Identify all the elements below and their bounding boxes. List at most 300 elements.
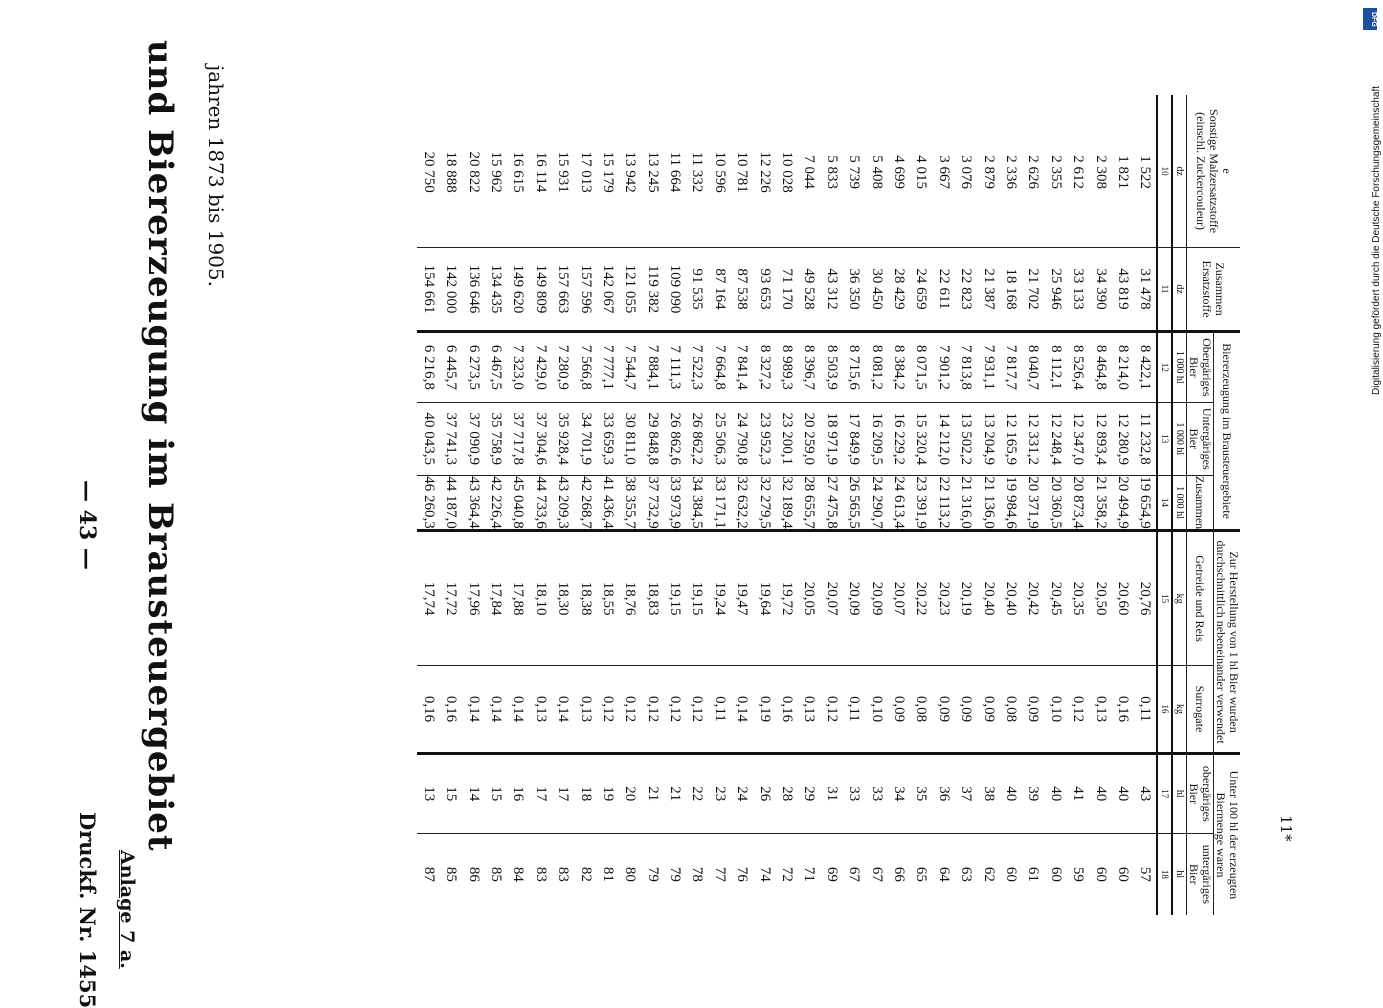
annex-label: Anlage 7 a. bbox=[116, 850, 138, 969]
table-cell-col15: 19,72 bbox=[775, 531, 797, 666]
table-cell-col17: 33 bbox=[843, 753, 865, 833]
table-cell-col12: 8 384,2 bbox=[887, 331, 909, 402]
table-cell-col15: 19,15 bbox=[663, 531, 685, 666]
table-cell-col18: 60 bbox=[1044, 833, 1066, 915]
table-row bbox=[910, 95, 932, 915]
colnum-16: 16 bbox=[1157, 665, 1172, 753]
table-cell-col10: 1 821 bbox=[1114, 155, 1131, 189]
table-cell-col11: 49 528 bbox=[798, 248, 820, 332]
table-cell-col17: 19 bbox=[596, 753, 618, 833]
unit-16: kg bbox=[1172, 665, 1187, 753]
table-cell-col15: 19,24 bbox=[708, 531, 730, 666]
statistics-table bbox=[417, 95, 1240, 915]
table-row bbox=[775, 95, 797, 915]
table-cell-col12: 8 396,7 bbox=[798, 331, 820, 402]
table-cell-col17: 16 bbox=[507, 753, 529, 833]
table-cell-col16: 0,12 bbox=[596, 665, 618, 753]
table-cell-col12: 8 081,2 bbox=[865, 331, 887, 402]
table-cell-col14: 21 358,2 bbox=[1089, 475, 1111, 530]
table-cell-col10: 1 522 bbox=[1137, 155, 1154, 189]
table-row bbox=[663, 95, 685, 915]
table-cell-col11: 18 168 bbox=[999, 248, 1021, 332]
table-cell-col11: 21 387 bbox=[977, 248, 999, 332]
table-cell-col18: 83 bbox=[551, 833, 573, 915]
table-cell-col11: 142 000 bbox=[440, 248, 462, 332]
table-row bbox=[529, 95, 551, 915]
table-cell-col15: 18,76 bbox=[619, 531, 641, 666]
table-cell-col13: 12 331,2 bbox=[1022, 402, 1044, 475]
table-cell-col13: 16 209,5 bbox=[865, 402, 887, 475]
table-row bbox=[999, 95, 1021, 915]
table-cell-col16: 0,13 bbox=[529, 665, 551, 753]
table-cell-col16: 0,16 bbox=[440, 665, 462, 753]
table-cell-col15: 20,42 bbox=[1022, 531, 1044, 666]
table-cell-col14: 20 360,5 bbox=[1044, 475, 1066, 530]
table-cell-col15: 20,23 bbox=[932, 531, 954, 666]
table-cell-col17: 41 bbox=[1066, 753, 1088, 833]
table-cell-col16: 0,12 bbox=[641, 665, 663, 753]
table-cell-col17: 17 bbox=[551, 753, 573, 833]
table-cell-col12: 8 464,8 bbox=[1089, 331, 1111, 402]
table-cell-col11: 71 170 bbox=[775, 248, 797, 332]
credit-text: Digitalisierung gefördert durch die Deutsche Forschungsgemeinschaft bbox=[1371, 85, 1382, 395]
colnum-18: 18 bbox=[1157, 833, 1172, 915]
table-cell-col11: 22 611 bbox=[932, 248, 954, 332]
table-cell-col17: 21 bbox=[663, 753, 685, 833]
table-cell-col13: 35 758,9 bbox=[484, 402, 506, 475]
table-cell-col17: 33 bbox=[865, 753, 887, 833]
table-cell-col16: 0,14 bbox=[462, 665, 484, 753]
table-cell-col12: 6 445,7 bbox=[440, 331, 462, 402]
table-cell-col12: 8 071,5 bbox=[910, 331, 932, 402]
unit-10: dz bbox=[1172, 95, 1187, 248]
table-cell-col15: 17,88 bbox=[507, 531, 529, 666]
table-cell-col15: 19,47 bbox=[731, 531, 753, 666]
table-cell-col15: 17,96 bbox=[462, 531, 484, 666]
unit-17: hl bbox=[1172, 753, 1187, 833]
table-cell-col11: 28 429 bbox=[887, 248, 909, 332]
table-cell-col18: 87 bbox=[417, 833, 439, 915]
table-cell-col10: 5 408 bbox=[868, 155, 885, 189]
table-cell-col10: 20 750 bbox=[420, 151, 437, 193]
table-cell-col13: 37 090,9 bbox=[462, 402, 484, 475]
table-cell-col10: 10 596 bbox=[711, 151, 728, 193]
table-cell-col11: 33 133 bbox=[1066, 248, 1088, 332]
table-row bbox=[641, 95, 663, 915]
table-cell-col16: 0,10 bbox=[865, 665, 887, 753]
table-row bbox=[932, 95, 954, 915]
table-cell-col15: 18,10 bbox=[529, 531, 551, 666]
table-cell-col15: 17,74 bbox=[417, 531, 439, 666]
table-cell-col17: 35 bbox=[910, 753, 932, 833]
table-cell-col18: 61 bbox=[1022, 833, 1044, 915]
table-row bbox=[753, 95, 775, 915]
table-cell-col16: 0,14 bbox=[731, 665, 753, 753]
table-row bbox=[798, 95, 820, 915]
table-cell-col12: 8 422,1 bbox=[1134, 331, 1157, 402]
group-header-herstellung: Zur Herstellung von 1 hl Bier wurden durchschnittlich nebeneinander verwendet bbox=[1214, 531, 1241, 754]
col-header-17: obergäriges Bier bbox=[1187, 753, 1214, 833]
table-row bbox=[887, 95, 909, 915]
table-cell-col11: 31 478 bbox=[1134, 248, 1157, 332]
col-header-14: Zusammen bbox=[1187, 475, 1214, 530]
table-cell-col12: 7 280,9 bbox=[551, 331, 573, 402]
table-cell-col18: 65 bbox=[910, 833, 932, 915]
table-cell-col18: 79 bbox=[641, 833, 663, 915]
table-cell-col13: 33 659,3 bbox=[596, 402, 618, 475]
table-cell-col14: 21 136,0 bbox=[977, 475, 999, 530]
table-cell-col18: 62 bbox=[977, 833, 999, 915]
table-cell-col18: 85 bbox=[440, 833, 462, 915]
table-cell-col17: 40 bbox=[1111, 753, 1133, 833]
table-cell-col17: 24 bbox=[731, 753, 753, 833]
table-cell-col10: 5 739 bbox=[846, 155, 863, 189]
table-cell-col10: 15 931 bbox=[555, 151, 572, 193]
table-cell-col17: 23 bbox=[708, 753, 730, 833]
table-row bbox=[1066, 95, 1088, 915]
table-row bbox=[954, 95, 976, 915]
table-cell-col12: 8 715,6 bbox=[843, 331, 865, 402]
table-row bbox=[708, 95, 730, 915]
table-cell-col18: 79 bbox=[663, 833, 685, 915]
table-cell-col17: 34 bbox=[887, 753, 909, 833]
table-cell-col13: 25 506,3 bbox=[708, 402, 730, 475]
table-cell-col16: 0,14 bbox=[484, 665, 506, 753]
table-cell-col16: 0,11 bbox=[1134, 665, 1157, 753]
table-cell-col16: 0,13 bbox=[574, 665, 596, 753]
table-cell-col11: 149 620 bbox=[507, 248, 529, 332]
table-cell-col16: 0,09 bbox=[1022, 665, 1044, 753]
table-cell-col11: 87 538 bbox=[731, 248, 753, 332]
table-cell-col11: 149 809 bbox=[529, 248, 551, 332]
table-cell-col10: 2 879 bbox=[980, 155, 997, 189]
table-cell-col16: 0,11 bbox=[843, 665, 865, 753]
table-row bbox=[507, 95, 529, 915]
table-cell-col18: 69 bbox=[820, 833, 842, 915]
table-row bbox=[865, 95, 887, 915]
table-cell-col13: 17 849,9 bbox=[843, 402, 865, 475]
colnum-13: 13 bbox=[1157, 402, 1172, 475]
table-cell-col10: 2 612 bbox=[1070, 155, 1087, 189]
table-cell-col16: 0,16 bbox=[1111, 665, 1133, 753]
table-cell-col10: 13 942 bbox=[622, 151, 639, 193]
table-cell-col10: 17 013 bbox=[577, 151, 594, 193]
table-cell-col13: 16 229,2 bbox=[887, 402, 909, 475]
table-cell-col18: 77 bbox=[708, 833, 730, 915]
table-cell-col14: 21 316,0 bbox=[954, 475, 976, 530]
table-cell-col14: 44 733,6 bbox=[529, 475, 551, 530]
table-cell-col13: 12 893,4 bbox=[1089, 402, 1111, 475]
colnum-15: 15 bbox=[1157, 531, 1172, 666]
table-cell-col11: 121 055 bbox=[619, 248, 641, 332]
table-cell-col10: 2 355 bbox=[1047, 155, 1064, 189]
table-row bbox=[731, 95, 753, 915]
table-row bbox=[619, 95, 641, 915]
table-cell-col17: 17 bbox=[529, 753, 551, 833]
table-body bbox=[417, 95, 1157, 915]
table-cell-col11: 43 819 bbox=[1111, 248, 1133, 332]
table-cell-col13: 18 971,9 bbox=[820, 402, 842, 475]
table-cell-col13: 12 347,0 bbox=[1066, 402, 1088, 475]
table-cell-col17: 40 bbox=[1089, 753, 1111, 833]
table-cell-col17: 40 bbox=[1044, 753, 1066, 833]
table-cell-col14: 20 494,9 bbox=[1111, 475, 1133, 530]
table-cell-col17: 20 bbox=[619, 753, 641, 833]
table-cell-col16: 0,13 bbox=[798, 665, 820, 753]
table-cell-col14: 24 290,7 bbox=[865, 475, 887, 530]
table-cell-col12: 8 112,1 bbox=[1044, 331, 1066, 402]
table-cell-col13: 11 232,8 bbox=[1134, 402, 1157, 475]
table-cell-col16: 0,16 bbox=[775, 665, 797, 753]
table-cell-col18: 72 bbox=[775, 833, 797, 915]
table-cell-col11: 157 663 bbox=[551, 248, 573, 332]
col-header-12: Obergäriges Bier bbox=[1187, 331, 1214, 402]
table-row bbox=[1022, 95, 1044, 915]
table-cell-col10: 11 332 bbox=[689, 151, 706, 193]
table-cell-col15: 20,40 bbox=[999, 531, 1021, 666]
table-cell-col14: 26 565,5 bbox=[843, 475, 865, 530]
table-cell-col12: 7 777,1 bbox=[596, 331, 618, 402]
unit-11: dz bbox=[1172, 248, 1187, 332]
col-header-11: Zusammen Ersatzstoffe bbox=[1187, 248, 1241, 332]
table-cell-col15: 20,50 bbox=[1089, 531, 1111, 666]
table-cell-col14: 45 040,8 bbox=[507, 475, 529, 530]
table-cell-col15: 19,15 bbox=[686, 531, 708, 666]
table-cell-col17: 43 bbox=[1134, 753, 1157, 833]
table-cell-col13: 37 304,6 bbox=[529, 402, 551, 475]
table-cell-col13: 30 811,0 bbox=[619, 402, 641, 475]
table-cell-col12: 6 273,5 bbox=[462, 331, 484, 402]
table-cell-col18: 76 bbox=[731, 833, 753, 915]
table-cell-col13: 14 212,0 bbox=[932, 402, 954, 475]
table-cell-col11: 91 535 bbox=[686, 248, 708, 332]
table-cell-col13: 35 928,4 bbox=[551, 402, 573, 475]
table-cell-col14: 27 475,8 bbox=[820, 475, 842, 530]
table-cell-col15: 20,07 bbox=[887, 531, 909, 666]
col-header-10 bbox=[1187, 95, 1241, 248]
table-cell-col15: 19,64 bbox=[753, 531, 775, 666]
table-cell-col17: 28 bbox=[775, 753, 797, 833]
table-row bbox=[843, 95, 865, 915]
table-cell-col14: 32 279,5 bbox=[753, 475, 775, 530]
table-cell-col14: 22 113,2 bbox=[932, 475, 954, 530]
table-cell-col16: 0,12 bbox=[619, 665, 641, 753]
group-header-unter100: Unter 100 hl der erzeugten Biermenge waren bbox=[1214, 753, 1241, 915]
table-cell-col12: 8 526,4 bbox=[1066, 331, 1088, 402]
table-cell-col11: 142 067 bbox=[596, 248, 618, 332]
table-cell-col13: 24 790,8 bbox=[731, 402, 753, 475]
table-cell-col16: 0,08 bbox=[910, 665, 932, 753]
table-cell-col14: 32 632,2 bbox=[731, 475, 753, 530]
digitization-credit bbox=[1353, 10, 1382, 400]
table-cell-col16: 0,14 bbox=[551, 665, 573, 753]
table-row bbox=[417, 95, 439, 915]
table-cell-col14: 33 973,9 bbox=[663, 475, 685, 530]
table-cell-col11: 21 702 bbox=[1022, 248, 1044, 332]
table-cell-col14: 44 187,0 bbox=[440, 475, 462, 530]
table-cell-col15: 20,19 bbox=[954, 531, 976, 666]
table-cell-col15: 18,38 bbox=[574, 531, 596, 666]
table-cell-col10: 15 179 bbox=[599, 151, 616, 193]
table-cell-col11: 134 435 bbox=[484, 248, 506, 332]
table-cell-col10: 15 962 bbox=[487, 151, 504, 193]
table-cell-col11: 36 350 bbox=[843, 248, 865, 332]
table-cell-col10: 16 615 bbox=[510, 151, 527, 193]
colnum-11: 11 bbox=[1157, 248, 1172, 332]
table-cell-col10: 2 336 bbox=[1002, 155, 1019, 189]
table-cell-col16: 0,11 bbox=[708, 665, 730, 753]
table-cell-col18: 59 bbox=[1066, 833, 1088, 915]
table-cell-col16: 0,09 bbox=[954, 665, 976, 753]
table-cell-col11: 157 596 bbox=[574, 248, 596, 332]
table-cell-col18: 71 bbox=[798, 833, 820, 915]
table-cell-col10: 3 667 bbox=[935, 155, 952, 189]
table-cell-col18: 64 bbox=[932, 833, 954, 915]
table-cell-col12: 7 111,3 bbox=[663, 331, 685, 402]
table-cell-col13: 34 701,9 bbox=[574, 402, 596, 475]
table-row bbox=[574, 95, 596, 915]
colnum-10: 10 bbox=[1157, 95, 1172, 248]
table-cell-col14: 23 391,9 bbox=[910, 475, 932, 530]
table-cell-col13: 20 259,0 bbox=[798, 402, 820, 475]
table-cell-col18: 63 bbox=[954, 833, 976, 915]
table-cell-col16: 0,09 bbox=[932, 665, 954, 753]
table-cell-col17: 22 bbox=[686, 753, 708, 833]
table-cell-col17: 40 bbox=[999, 753, 1021, 833]
table-cell-col13: 37 741,3 bbox=[440, 402, 462, 475]
unit-15: kg bbox=[1172, 531, 1187, 666]
table-cell-col12: 7 817,7 bbox=[999, 331, 1021, 402]
table-cell-col16: 0,12 bbox=[663, 665, 685, 753]
table-cell-col10: 3 076 bbox=[958, 155, 975, 189]
col-header-13: Untergäriges Bier bbox=[1187, 402, 1214, 475]
table-cell-col14: 37 732,9 bbox=[641, 475, 663, 530]
page-subtitle: jahren 1873 bis 1905. bbox=[204, 65, 228, 287]
unit-14: 1 000 hl bbox=[1172, 475, 1187, 530]
table-cell-col16: 0,08 bbox=[999, 665, 1021, 753]
table-cell-col17: 37 bbox=[954, 753, 976, 833]
table-cell-col15: 17,72 bbox=[440, 531, 462, 666]
table-row bbox=[551, 95, 573, 915]
table-cell-col12: 7 323,0 bbox=[507, 331, 529, 402]
table-cell-col11: 109 090 bbox=[663, 248, 685, 332]
table-row bbox=[1111, 95, 1133, 915]
table-cell-col13: 26 862,2 bbox=[686, 402, 708, 475]
table-cell-col14: 20 371,9 bbox=[1022, 475, 1044, 530]
table-cell-col15: 18,83 bbox=[641, 531, 663, 666]
table-cell-col13: 13 502,2 bbox=[954, 402, 976, 475]
table-cell-col12: 7 522,3 bbox=[686, 331, 708, 402]
table-cell-col16: 0,12 bbox=[1066, 665, 1088, 753]
table-cell-col17: 14 bbox=[462, 753, 484, 833]
table-cell-col13: 37 717,8 bbox=[507, 402, 529, 475]
table-row bbox=[820, 95, 842, 915]
table-cell-col18: 66 bbox=[887, 833, 909, 915]
col-label-e: e bbox=[1220, 168, 1234, 174]
table-cell-col14: 41 436,4 bbox=[596, 475, 618, 530]
table-cell-col18: 78 bbox=[686, 833, 708, 915]
table-cell-col16: 0,10 bbox=[1044, 665, 1066, 753]
table-cell-col11: 43 312 bbox=[820, 248, 842, 332]
table-row bbox=[596, 95, 618, 915]
table-cell-col18: 83 bbox=[529, 833, 551, 915]
table-cell-col17: 18 bbox=[574, 753, 596, 833]
page-number: — 43 — bbox=[74, 480, 100, 570]
table-cell-col17: 26 bbox=[753, 753, 775, 833]
table-cell-col14: 19 984,6 bbox=[999, 475, 1021, 530]
table-cell-col18: 86 bbox=[462, 833, 484, 915]
table-cell-col10: 16 114 bbox=[532, 151, 549, 193]
table-cell-col16: 0,13 bbox=[1089, 665, 1111, 753]
table-cell-col13: 12 280,9 bbox=[1111, 402, 1133, 475]
table-cell-col11: 30 450 bbox=[865, 248, 887, 332]
table-cell-col15: 20,22 bbox=[910, 531, 932, 666]
table-cell-col17: 29 bbox=[798, 753, 820, 833]
table-cell-col14: 19 654,9 bbox=[1134, 475, 1157, 530]
table-cell-col10: 4 699 bbox=[891, 155, 908, 189]
table-cell-col10: 7 044 bbox=[801, 155, 818, 189]
table-cell-col14: 28 655,7 bbox=[798, 475, 820, 530]
dfg-logo: DFG bbox=[1363, 8, 1377, 30]
table-cell-col17: 21 bbox=[641, 753, 663, 833]
table-cell-col11: 24 659 bbox=[910, 248, 932, 332]
table-cell-col12: 8 040,7 bbox=[1022, 331, 1044, 402]
table-cell-col12: 7 566,8 bbox=[574, 331, 596, 402]
table-cell-col13: 29 848,8 bbox=[641, 402, 663, 475]
table-cell-col12: 7 884,1 bbox=[641, 331, 663, 402]
table-cell-col18: 67 bbox=[865, 833, 887, 915]
table-cell-col15: 18,30 bbox=[551, 531, 573, 666]
unit-18: hl bbox=[1172, 833, 1187, 915]
table-cell-col14: 20 873,4 bbox=[1066, 475, 1088, 530]
col-header-18: untergäriges Bier bbox=[1187, 833, 1214, 915]
table-cell-col14: 33 171,1 bbox=[708, 475, 730, 530]
page-title: und Biererzeugung im Brausteuergebiet bbox=[140, 40, 180, 852]
table-cell-col10: 13 245 bbox=[644, 151, 661, 193]
table-cell-col15: 20,40 bbox=[977, 531, 999, 666]
table-cell-col18: 80 bbox=[619, 833, 641, 915]
table-cell-col10: 5 833 bbox=[823, 155, 840, 189]
table-cell-col14: 38 355,7 bbox=[619, 475, 641, 530]
table-cell-col12: 7 429,0 bbox=[529, 331, 551, 402]
table-cell-col15: 18,55 bbox=[596, 531, 618, 666]
table-cell-col11: 154 661 bbox=[417, 248, 439, 332]
col-label-10: Sonstige Malzersatzstoffe (einschl. Zuckercouleur) bbox=[1194, 109, 1221, 234]
table-cell-col17: 13 bbox=[417, 753, 439, 833]
table-cell-col17: 15 bbox=[484, 753, 506, 833]
table-row bbox=[977, 95, 999, 915]
group-header-bier: Biererzeugung im Brausteuergebiete bbox=[1214, 331, 1241, 530]
unit-13: 1 000 hl bbox=[1172, 402, 1187, 475]
table-cell-col12: 8 503,9 bbox=[820, 331, 842, 402]
col-header-15: Getreide und Reis bbox=[1187, 531, 1214, 666]
table-cell-col11: 87 164 bbox=[708, 248, 730, 332]
table-cell-col15: 17,84 bbox=[484, 531, 506, 666]
table-cell-col14: 34 384,5 bbox=[686, 475, 708, 530]
table-cell-col18: 74 bbox=[753, 833, 775, 915]
table-cell-col12: 7 544,7 bbox=[619, 331, 641, 402]
table-cell-col17: 31 bbox=[820, 753, 842, 833]
table-row bbox=[1089, 95, 1111, 915]
colnum-17: 17 bbox=[1157, 753, 1172, 833]
table-cell-col14: 42 226,4 bbox=[484, 475, 506, 530]
table-cell-col16: 0,16 bbox=[417, 665, 439, 753]
table-cell-col18: 67 bbox=[843, 833, 865, 915]
table-cell-col16: 0,09 bbox=[887, 665, 909, 753]
table-cell-col18: 60 bbox=[999, 833, 1021, 915]
table-cell-col12: 6 216,8 bbox=[417, 331, 439, 402]
table-cell-col10: 2 308 bbox=[1092, 155, 1109, 189]
